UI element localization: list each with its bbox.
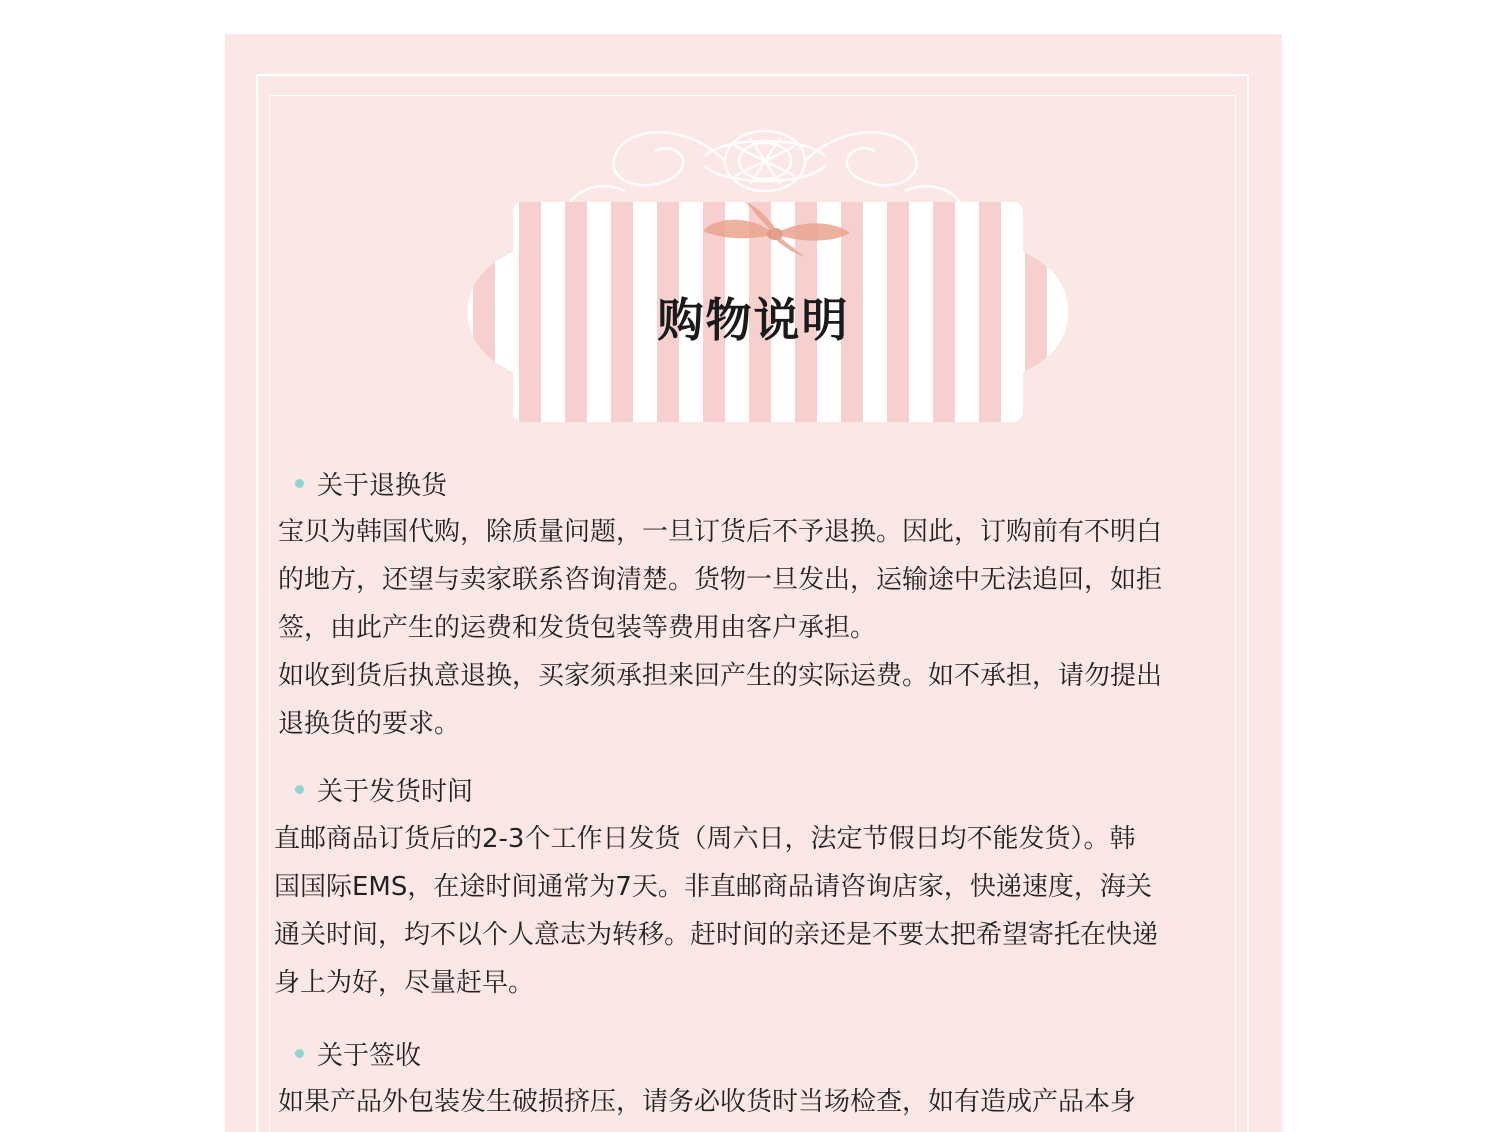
text-line: 签，由此产生的运费和发货包装等费用由客户承担。 [278, 613, 877, 643]
section-body-shipping [274, 815, 1234, 1007]
dot-bullet-icon [295, 1049, 304, 1058]
section-heading-text: 关于退换货 [317, 470, 448, 501]
section-heading-signing [295, 1038, 422, 1071]
text-line: 宝贝为韩国代购，除质量问题，一旦订货后不予退换。因此，订购前有不明白 [278, 517, 1163, 547]
section-heading-returns [295, 468, 448, 501]
ribbon-bow-icon [695, 199, 855, 259]
shopping-guide-panel [225, 34, 1282, 1132]
text-line: 退换货的要求。 [278, 709, 461, 739]
text-line: 如收到货后执意退换，买家须承担来回产生的实际运费。如不承担，请勿提出 [278, 661, 1163, 691]
section-heading-text: 关于发货时间 [317, 776, 474, 807]
text-line: 国国际EMS，在途时间通常为7天。非直邮商品请咨询店家，快递速度，海关 [274, 872, 1152, 902]
dot-bullet-icon [295, 785, 304, 794]
text-line: 身上为好，尽量赶早。 [274, 968, 535, 998]
section-body-returns [278, 508, 1238, 748]
section-heading-shipping [295, 774, 474, 807]
section-heading-text: 关于签收 [317, 1040, 422, 1071]
text-line: 的地方，还望与卖家联系咨询清楚。货物一旦发出，运输途中无法追回，如拒 [278, 565, 1163, 595]
page-title: 购物说明 [657, 293, 850, 347]
text-line: 通关时间，均不以个人意志为转移。赶时间的亲还是不要太把希望寄托在快递 [274, 920, 1159, 950]
text-line: 如果产品外包装发生破损挤压，请务必收货时当场检查，如有造成产品本身 [278, 1087, 1137, 1117]
dot-bullet-icon [295, 479, 304, 488]
section-body-signing [278, 1078, 1238, 1126]
text-line: 直邮商品订货后的2-3个工作日发货（周六日，法定节假日均不能发货）。韩 [274, 824, 1136, 854]
